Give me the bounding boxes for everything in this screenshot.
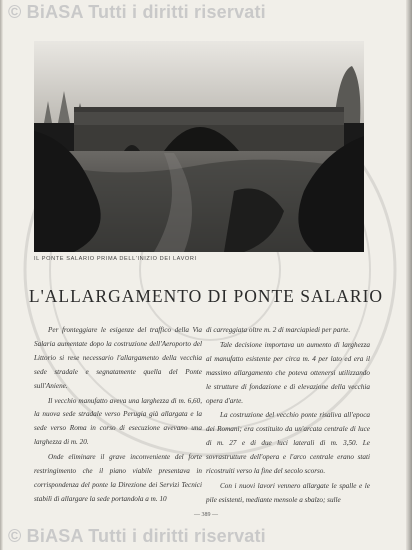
paragraph: Tale decisione importava un aumento di larghezza al manufatto esistente per circa m. 4 per lato ed era il massimo allargamento che poteva ottenersi utilizzando le strutture di fondazione e di elevazione della vecchia opera d'arte.	[206, 340, 370, 405]
paragraph: Il vecchio manufatto aveva una larghezza di m. 6,60, la nuova sede stradale verso Perugia già allargata e la sede verso Roma in corso di esecuzione avevano una larghezza di m. 20.	[34, 396, 202, 447]
watermark-bottom: © BiASA Tutti i diritti riservati	[8, 526, 266, 546]
page-number: — 389 —	[194, 512, 218, 518]
paragraph: La costruzione del vecchio ponte risaliva all'epoca dei Romani; era costituito da un'arcata centrale di luce di m. 27 e di due luci laterali di m. 3,50. Le sovrastrutture dell'opera e l'arco centrale erano stati ricostruiti verso la fine del secolo scorso.	[206, 411, 370, 476]
bridge-photo	[34, 41, 364, 252]
page-left-shadow	[0, 0, 3, 550]
text-column-left	[34, 324, 202, 507]
text-column-right	[206, 324, 370, 508]
paragraph: Con i nuovi lavori vennero allargate le spalle e le pile esistenti, mediante mensole a sbalzo; sulle	[206, 481, 370, 504]
paragraph: Onde eliminare il grave inconveniente del forte restringimento che il piano viabile presentava in corrispondenza del ponte la Direzione dei Servizi Tecnici stabilì di allargare la sede portandola a m. 10	[34, 453, 202, 503]
page-right-shadow	[406, 0, 412, 550]
article-title: L'ALLARGAMENTO DI PONTE SALARIO	[28, 286, 384, 306]
photo-caption: IL PONTE SALARIO PRIMA DELL'INIZIO DEI LAVORI	[34, 256, 197, 262]
paragraph: di carreggiata oltre m. 2 di marciapiedi per parte.	[206, 326, 351, 334]
watermark-top: © BiASA Tutti i diritti riservati	[8, 2, 266, 22]
paragraph: Per fronteggiare le esigenze del traffico della Via Salaria aumentate dopo la costruzione dell'Aeroporto del Littorio si rese necessario l'allargamento della vecchia sede stradale e segnatamente quella del Ponte sull'Aniene.	[34, 326, 202, 390]
